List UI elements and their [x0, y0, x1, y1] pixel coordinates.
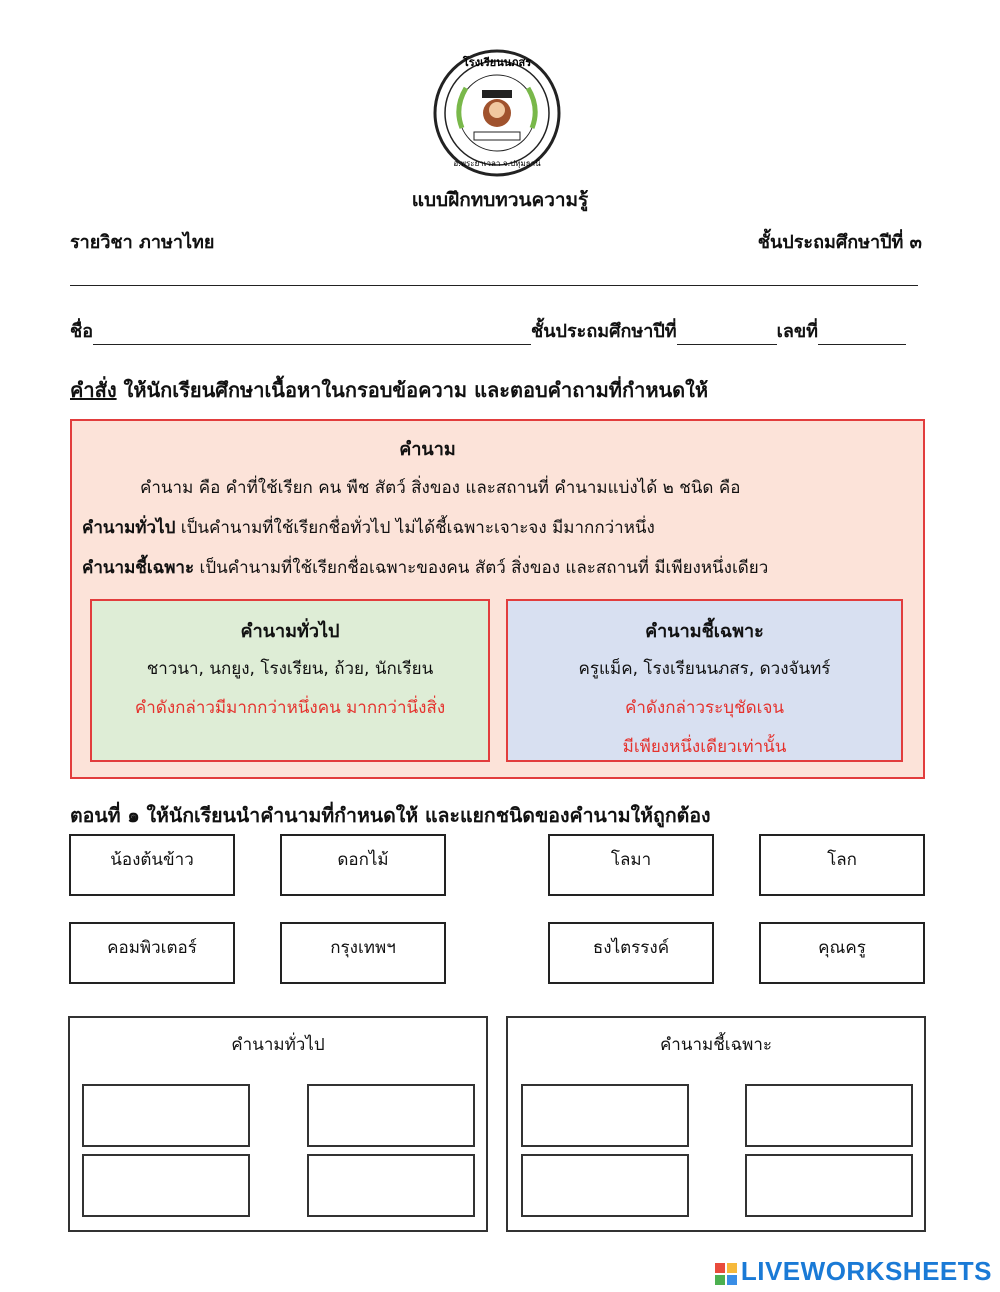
drop-slot[interactable]: [521, 1154, 689, 1217]
proper-category-title: คำนามชี้เฉพาะ: [659, 1035, 773, 1055]
brand-text: LIVEWORKSHEETS: [740, 1256, 992, 1286]
word-card[interactable]: คอมพิวเตอร์: [69, 922, 235, 984]
number-blank[interactable]: [818, 326, 906, 345]
drop-slot[interactable]: [307, 1154, 475, 1217]
number-label: เลขที่: [776, 321, 819, 342]
drop-slot[interactable]: [745, 1084, 913, 1147]
word-card[interactable]: โลมา: [548, 834, 714, 896]
part1-instruction: ตอนที่ ๑ ให้นักเรียนนำคำนามที่กำหนดให้ และแยกชนิดของคำนามให้ถูกต้อง: [70, 804, 711, 827]
instruction: [70, 374, 708, 406]
logo-text-bottom: อ.พระยาเวลา จ.ปทุมธานี: [453, 159, 541, 168]
proper-box-title: คำนามชี้เฉพาะ: [645, 621, 764, 642]
liveworksheets-logo-icon: [715, 1261, 737, 1283]
grade-label: ชั้นประถมศึกษาปีที่ ๓: [757, 232, 922, 253]
proper-definition: เป็นคำนามที่ใช้เรียกชื่อเฉพาะของคน สัตว์ สิ่งของ และสถานที่ มีเพียงหนึ่งเดียว: [194, 558, 769, 578]
instruction-label: คำสั่ง: [70, 378, 117, 402]
content-line-proper: [82, 554, 768, 581]
common-box-title: คำนามทั่วไป: [240, 621, 340, 642]
drop-slot[interactable]: [745, 1154, 913, 1217]
content-title: คำนาม: [399, 439, 456, 460]
school-logo: [432, 48, 562, 178]
proper-term: คำนามชี้เฉพาะ: [82, 558, 195, 578]
drop-slot[interactable]: [82, 1154, 250, 1217]
name-blank[interactable]: [93, 326, 531, 345]
word-card[interactable]: น้องต้นข้าว: [69, 834, 235, 896]
proper-box-note-2: มีเพียงหนึ่งเดียวเท่านั้น: [622, 737, 787, 757]
content-line-1: คำนาม คือ คำที่ใช้เรียก คน พืช สัตว์ สิ่งของ และสถานที่ คำนามแบ่งได้ ๒ ชนิด คือ: [140, 478, 741, 498]
instruction-text: ให้นักเรียนศึกษาเนื้อหาในกรอบข้อความ และตอบคำถามที่กำหนดให้: [116, 378, 709, 402]
word-card[interactable]: กรุงเทพฯ: [280, 922, 446, 984]
common-term: คำนามทั่วไป: [82, 518, 176, 538]
word-card[interactable]: โลก: [759, 834, 925, 896]
word-card[interactable]: ธงไตรรงค์: [548, 922, 714, 984]
liveworksheets-brand: [715, 1256, 992, 1287]
divider: [70, 285, 918, 286]
word-card[interactable]: ดอกไม้: [280, 834, 446, 896]
word-card[interactable]: คุณครู: [759, 922, 925, 984]
name-label: ชื่อ: [70, 321, 94, 342]
page-title: แบบฝึกทบทวนความรู้: [411, 189, 589, 211]
proper-box-examples: ครูแม็ค, โรงเรียนนภสร, ดวงจันทร์: [578, 659, 831, 679]
subject-label: รายวิชา ภาษาไทย: [70, 232, 215, 253]
drop-slot[interactable]: [521, 1084, 689, 1147]
drop-slot[interactable]: [307, 1084, 475, 1147]
class-blank[interactable]: [677, 326, 777, 345]
common-box-note: คำดังกล่าวมีมากกว่าหนึ่งคน มากกว่านึ่งสิ่ง: [134, 698, 446, 718]
proper-box-note-1: คำดังกล่าวระบุชัดเจน: [624, 698, 785, 718]
common-definition: เป็นคำนามที่ใช้เรียกชื่อทั่วไป ไม่ได้ชี้เฉพาะเจาะจง มีมากกว่าหนึ่ง: [175, 518, 655, 538]
student-info-line: [70, 316, 918, 345]
drop-slot[interactable]: [82, 1084, 250, 1147]
content-line-common: [82, 514, 655, 541]
logo-text-top: โรงเรียนนภสร: [462, 56, 532, 69]
common-box-examples: ชาวนา, นกยูง, โรงเรียน, ถ้วย, นักเรียน: [146, 659, 434, 679]
common-category-title: คำนามทั่วไป: [231, 1035, 325, 1055]
class-label: ชั้นประถมศึกษาปีที่: [531, 321, 677, 342]
